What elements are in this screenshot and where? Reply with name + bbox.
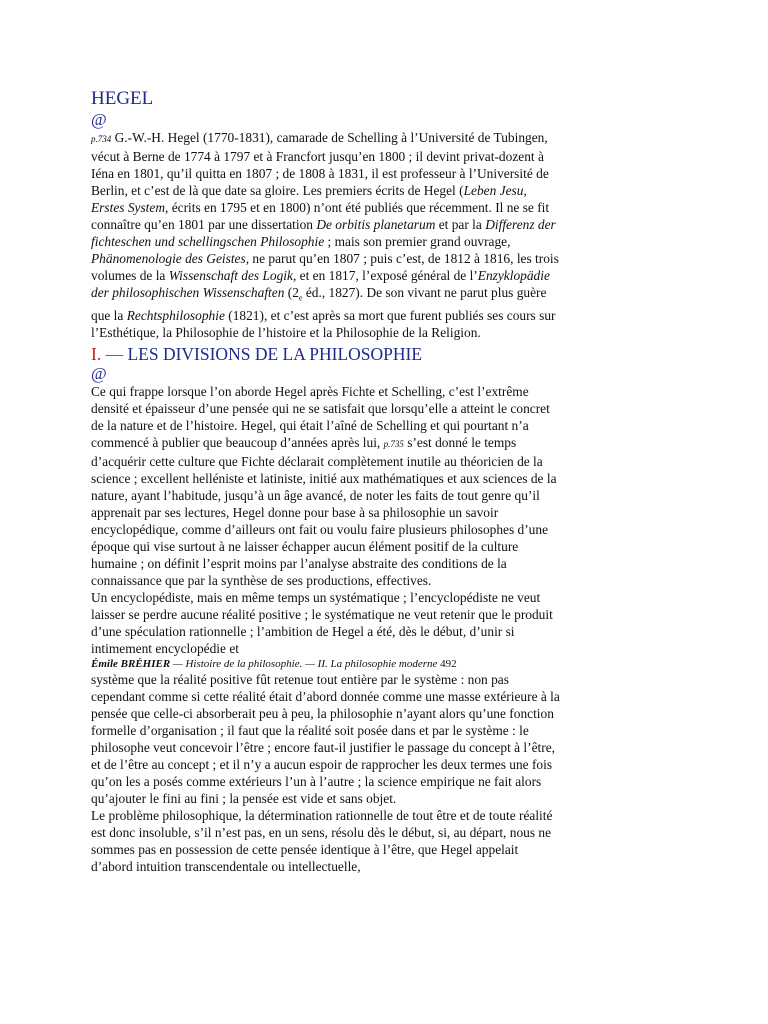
text-run: éd., 1827). De son vivant ne parut plus guère que la <box>91 285 547 323</box>
footer-author: Émile BRÉHIER <box>91 657 171 670</box>
text-run: Leben Jesu, Erstes System, <box>91 183 527 215</box>
page-footer <box>91 657 561 671</box>
text-run: (2 <box>284 285 299 300</box>
text-run: ne parut qu’en 1807 ; puis c’est, de 1812 à 1816, les trois volumes de la <box>91 251 559 283</box>
text-run: s’est donné le temps d’acquérir cette culture que Fichte déclarait complètement inutile au théoricien de la science ; excellent helléniste et latiniste, initié aux mathématiques et aux sciences de la nature, ayant l’habitude, jusqu’à un âge avancé, de noter les faits de tout genre qu’il apprenait par ses lectures, Hegel donne pour base à sa philosophie un savoir encyclopédique, comme d’ailleurs ont fait ou voulu faire plusieurs philosophes d’une époque qui vise surtout à ne laisser échapper aucun élément positif de la culture humaine ; on définit l’esprit moins par l’analyse abstraite des conditions de la connaissance que par la synthèse de ses productions, effectives. <box>91 434 557 588</box>
paragraph <box>91 589 561 657</box>
text-run: Enzyklopädie der philosophischen Wissenschaften <box>91 268 550 300</box>
footer-page-number: 492 <box>437 657 457 670</box>
text-run: système que la réalité positive fût retenue tout entière par le système : non pas cependant comme si cette réalité était d’abord donnée comme une masse extérieure à la pensée que celle-ci absorberait peu à peu, la philosophie n’ayant alors qu’une fonction formelle d’organisation ; il faut que la réalité soit posée dans et par le système : le philosophe veut concevoir l’être ; encore faut-il justifier le passage du concept à l’être, et de l’être au concept ; et il n’y a aucun espoir de rapprocher les deux termes une fois qu’on les a posés comme extérieurs l’un à l’autre ; la science empirique ne fait alors qu’ajouter le fini au fini ; la pensée est vide et sans objet. <box>91 671 560 806</box>
paragraph <box>91 671 561 807</box>
text-run: ; mais son premier grand ouvrage, <box>324 234 511 249</box>
intro-section <box>91 129 561 341</box>
page-marker: p.734 <box>91 134 112 144</box>
text-run: Le problème philosophique, la détermination rationnelle de tout être et de toute réalité est donc insoluble, s’il n’est pas, en un sens, résolu dès le début, si, au départ, nous ne sommes pas en possession de cette pensée identique à l’être, que Hegel appelait d’abord intuition transcendentale ou intellectuelle, <box>91 807 553 874</box>
document-page <box>91 88 561 875</box>
section-title: LES DIVISIONS DE LA PHILOSOPHIE <box>127 343 423 364</box>
section-number: I. — <box>91 343 124 364</box>
text-run: écrits en 1795 et en 1800) n’ont été publiés que récemment. Il ne se fit connaître qu’en 1801 par une dissertation <box>91 200 550 232</box>
paragraph <box>91 383 561 589</box>
text-run: Ce qui frappe lorsque l’on aborde Hegel après Fichte et Schelling, c’est l’extrême densité et épaisseur d’une pensée qui ne se satisfait que lorsqu’elle a atteint le concret de la nature et de l’histoire. Hegel, qui était l’aîné de Schelling et qui pourtant n’a commencé à publier que beaucoup d’années après lui, <box>91 383 550 450</box>
paragraph <box>91 129 561 341</box>
text-run: De orbitis planetarum <box>316 217 436 232</box>
text-run: Wissenschaft des Logik, <box>168 268 297 283</box>
text-run: et en 1817, l’exposé général de l’ <box>296 268 478 283</box>
section-heading <box>91 344 561 364</box>
text-run: Un encyclopédiste, mais en même temps un systématique ; l’encyclopédiste ne veut laisser se perdre aucune réalité positive ; le systématique ne veut retenir que le produit d’une spéculation rationnelle ; l’ambition de Hegel a été, dès le début, d’unir si intimement encyclopédie et <box>91 589 553 656</box>
text-run: e <box>298 293 303 303</box>
paragraph <box>91 807 561 875</box>
text-run: et par la <box>435 217 486 232</box>
text-run: (1821), et c’est après sa mort que furent publiés ses cours sur l’Esthétique, la Philosophie de l’histoire et la Philosophie de la Religion. <box>91 307 556 340</box>
continued-body <box>91 671 561 875</box>
text-run: Differenz der fichteschen und schellingschen Philosophie <box>91 217 556 249</box>
footer-title: — Histoire de la philosophie. — II. La philosophie moderne <box>170 657 438 670</box>
text-run: Phänomenologie des Geistes, <box>91 251 250 266</box>
page-title: HEGEL <box>91 88 154 109</box>
text-run: G.-W.-H. Hegel (1770-1831), camarade de Schelling à l’Université de Tubingen, vécut à Berne de 1774 à 1797 et à Francfort jusqu’en 1800 ; il devint privat-dozent à Iéna en 1801, qu’il quitta en 1807 ; de 1808 à 1831, il est professeur à l’Université de Berlin, et c’est de là que date sa gloire. Les premiers écrits de Hegel ( <box>91 130 549 198</box>
section-body <box>91 383 561 657</box>
text-run: Rechtsphilosophie <box>126 307 225 323</box>
anchor-link[interactable]: @ <box>91 110 107 129</box>
section-anchor-link[interactable]: @ <box>91 363 107 383</box>
page-marker: p.735 <box>383 438 404 449</box>
